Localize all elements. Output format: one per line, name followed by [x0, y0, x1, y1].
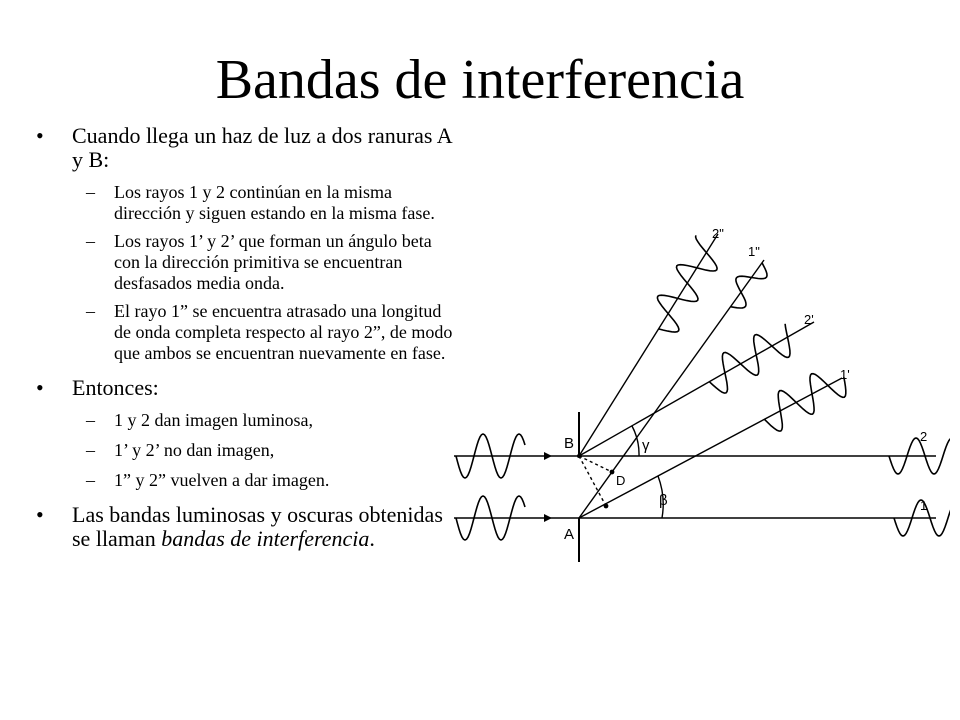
bullet-conclusion	[36, 503, 456, 551]
bullet-text: Cuando llega un haz de luz a dos ranuras A y B:	[72, 123, 452, 172]
sub-bullet	[36, 440, 456, 461]
sub-marker: –	[86, 410, 95, 430]
sub-bullet-text: 1 y 2 dan imagen luminosa,	[114, 410, 313, 430]
path-diff-dash-1	[579, 456, 612, 472]
slit-b-point	[577, 454, 581, 458]
sub-bullet-text: 1’ y 2’ no dan imagen,	[114, 440, 275, 460]
wave-ray-1pp	[731, 263, 768, 308]
sub-bullet	[36, 301, 456, 364]
label-ray-2pp: 2"	[712, 226, 724, 241]
diagram-svg	[446, 226, 950, 566]
sub-bullet-text: El rayo 1” se encuentra atrasado una longitud de onda completa respecto al rayo 2”, de modo que ambos se encuentran nuevamente en fase.	[114, 301, 453, 363]
point-dot-lower	[604, 504, 609, 509]
bullet-text: Entonces:	[72, 375, 159, 400]
sub-marker: –	[86, 182, 95, 202]
bullet-list	[36, 124, 456, 561]
label-ray-1pp: 1"	[748, 244, 760, 259]
label-point-d: D	[616, 473, 626, 488]
sub-bullet	[36, 410, 456, 431]
sub-bullet-text: Los rayos 1 y 2 continúan en la misma dirección y siguen estando en la misma fase.	[114, 182, 435, 223]
label-ray-1: 1	[920, 498, 928, 513]
sub-marker: –	[86, 470, 95, 490]
sub-marker: –	[86, 440, 95, 460]
bullet-text-end: .	[369, 526, 375, 551]
sub-bullet-text: 1” y 2” vuelven a dar imagen.	[114, 470, 330, 490]
bullet-slits	[36, 124, 456, 172]
bullet-marker: •	[36, 502, 44, 527]
ray-2p-line	[579, 322, 814, 456]
sub-bullet	[36, 231, 456, 294]
sub-marker: –	[86, 231, 95, 251]
bullet-text-italic: bandas de interferencia	[161, 526, 370, 551]
slide-title: Bandas de interferencia	[215, 49, 745, 111]
interference-diagram	[446, 226, 950, 566]
label-slit-a: A	[564, 526, 575, 543]
point-d-dot	[610, 470, 615, 475]
sub-bullet-text: Los rayos 1’ y 2’ que forman un ángulo beta con la dirección primitiva se encuentran desfasados media onda.	[114, 231, 432, 293]
ray-1p-line	[579, 378, 842, 518]
ray-1pp-line	[579, 260, 764, 518]
label-beta: β	[659, 492, 668, 509]
sub-marker: –	[86, 301, 95, 321]
bullet-text: Las bandas luminosas y oscuras obtenidas se llaman	[72, 502, 443, 551]
gamma-arc	[632, 426, 639, 456]
bullet-then	[36, 376, 456, 400]
label-ray-2p: 2'	[804, 312, 814, 327]
label-ray-2: 2	[920, 429, 928, 444]
sub-bullet	[36, 470, 456, 491]
label-gamma: γ	[642, 437, 650, 454]
label-ray-1p: 1'	[840, 367, 850, 382]
arrowhead-bottom	[544, 514, 552, 522]
bullet-marker: •	[36, 375, 44, 400]
arrowhead-top	[544, 452, 552, 460]
bullet-marker: •	[36, 123, 44, 148]
sub-bullet	[36, 182, 456, 224]
label-slit-b: B	[564, 435, 575, 452]
